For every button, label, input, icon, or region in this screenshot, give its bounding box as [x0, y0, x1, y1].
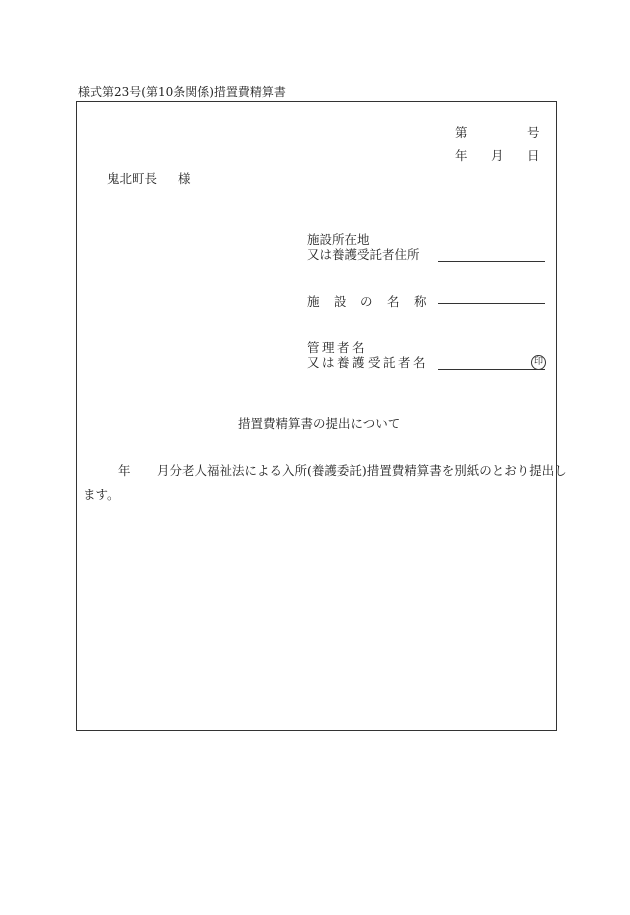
- manager-label-char: は: [322, 355, 335, 370]
- facility-name-fill-line: [438, 303, 545, 304]
- body-text-line1: 月分老人福祉法による入所(養護委託)措置費精算書を別紙のとおり提出し: [157, 463, 567, 478]
- facility-name-char: 設: [334, 294, 347, 309]
- facility-name-char: 名: [387, 294, 400, 309]
- manager-label-char: 受: [368, 355, 381, 370]
- manager-label-char: 託: [383, 355, 396, 370]
- facility-name-char: 施: [307, 294, 320, 309]
- body-text-line2: ます。: [83, 487, 120, 502]
- subject-heading: 措置費精算書の提出について: [238, 416, 401, 431]
- manager-label-char: 名: [413, 355, 426, 370]
- date-year: 年: [455, 148, 468, 163]
- location-fill-line: [438, 261, 545, 262]
- manager-label-char: 名: [352, 340, 365, 355]
- date-day: 日: [527, 148, 540, 163]
- manager-label-char: 又: [307, 355, 320, 370]
- form-title: 様式第23号(第10条関係)措置費精算書: [78, 85, 286, 99]
- manager-label-char: 護: [352, 355, 365, 370]
- location-label-line1: 施設所在地: [307, 232, 370, 247]
- doc-number-go: 号: [527, 125, 540, 140]
- location-label-line2: 又は養護受託者住所: [307, 247, 420, 262]
- manager-label-char: 管: [307, 340, 320, 355]
- facility-name-char: の: [360, 294, 373, 309]
- manager-label-char: 者: [398, 355, 411, 370]
- manager-label-char: 養: [337, 355, 350, 370]
- addressee-suffix: 様: [178, 171, 191, 186]
- manager-label-char: 者: [337, 340, 350, 355]
- body-year: 年: [118, 463, 131, 478]
- facility-name-char: 称: [414, 294, 427, 309]
- date-month: 月: [491, 148, 504, 163]
- addressee: 鬼北町長: [107, 171, 158, 186]
- doc-number-dai: 第: [455, 125, 468, 140]
- manager-fill-line: [438, 369, 545, 370]
- seal-mark-icon: 印: [531, 355, 546, 370]
- manager-label-char: 理: [322, 340, 335, 355]
